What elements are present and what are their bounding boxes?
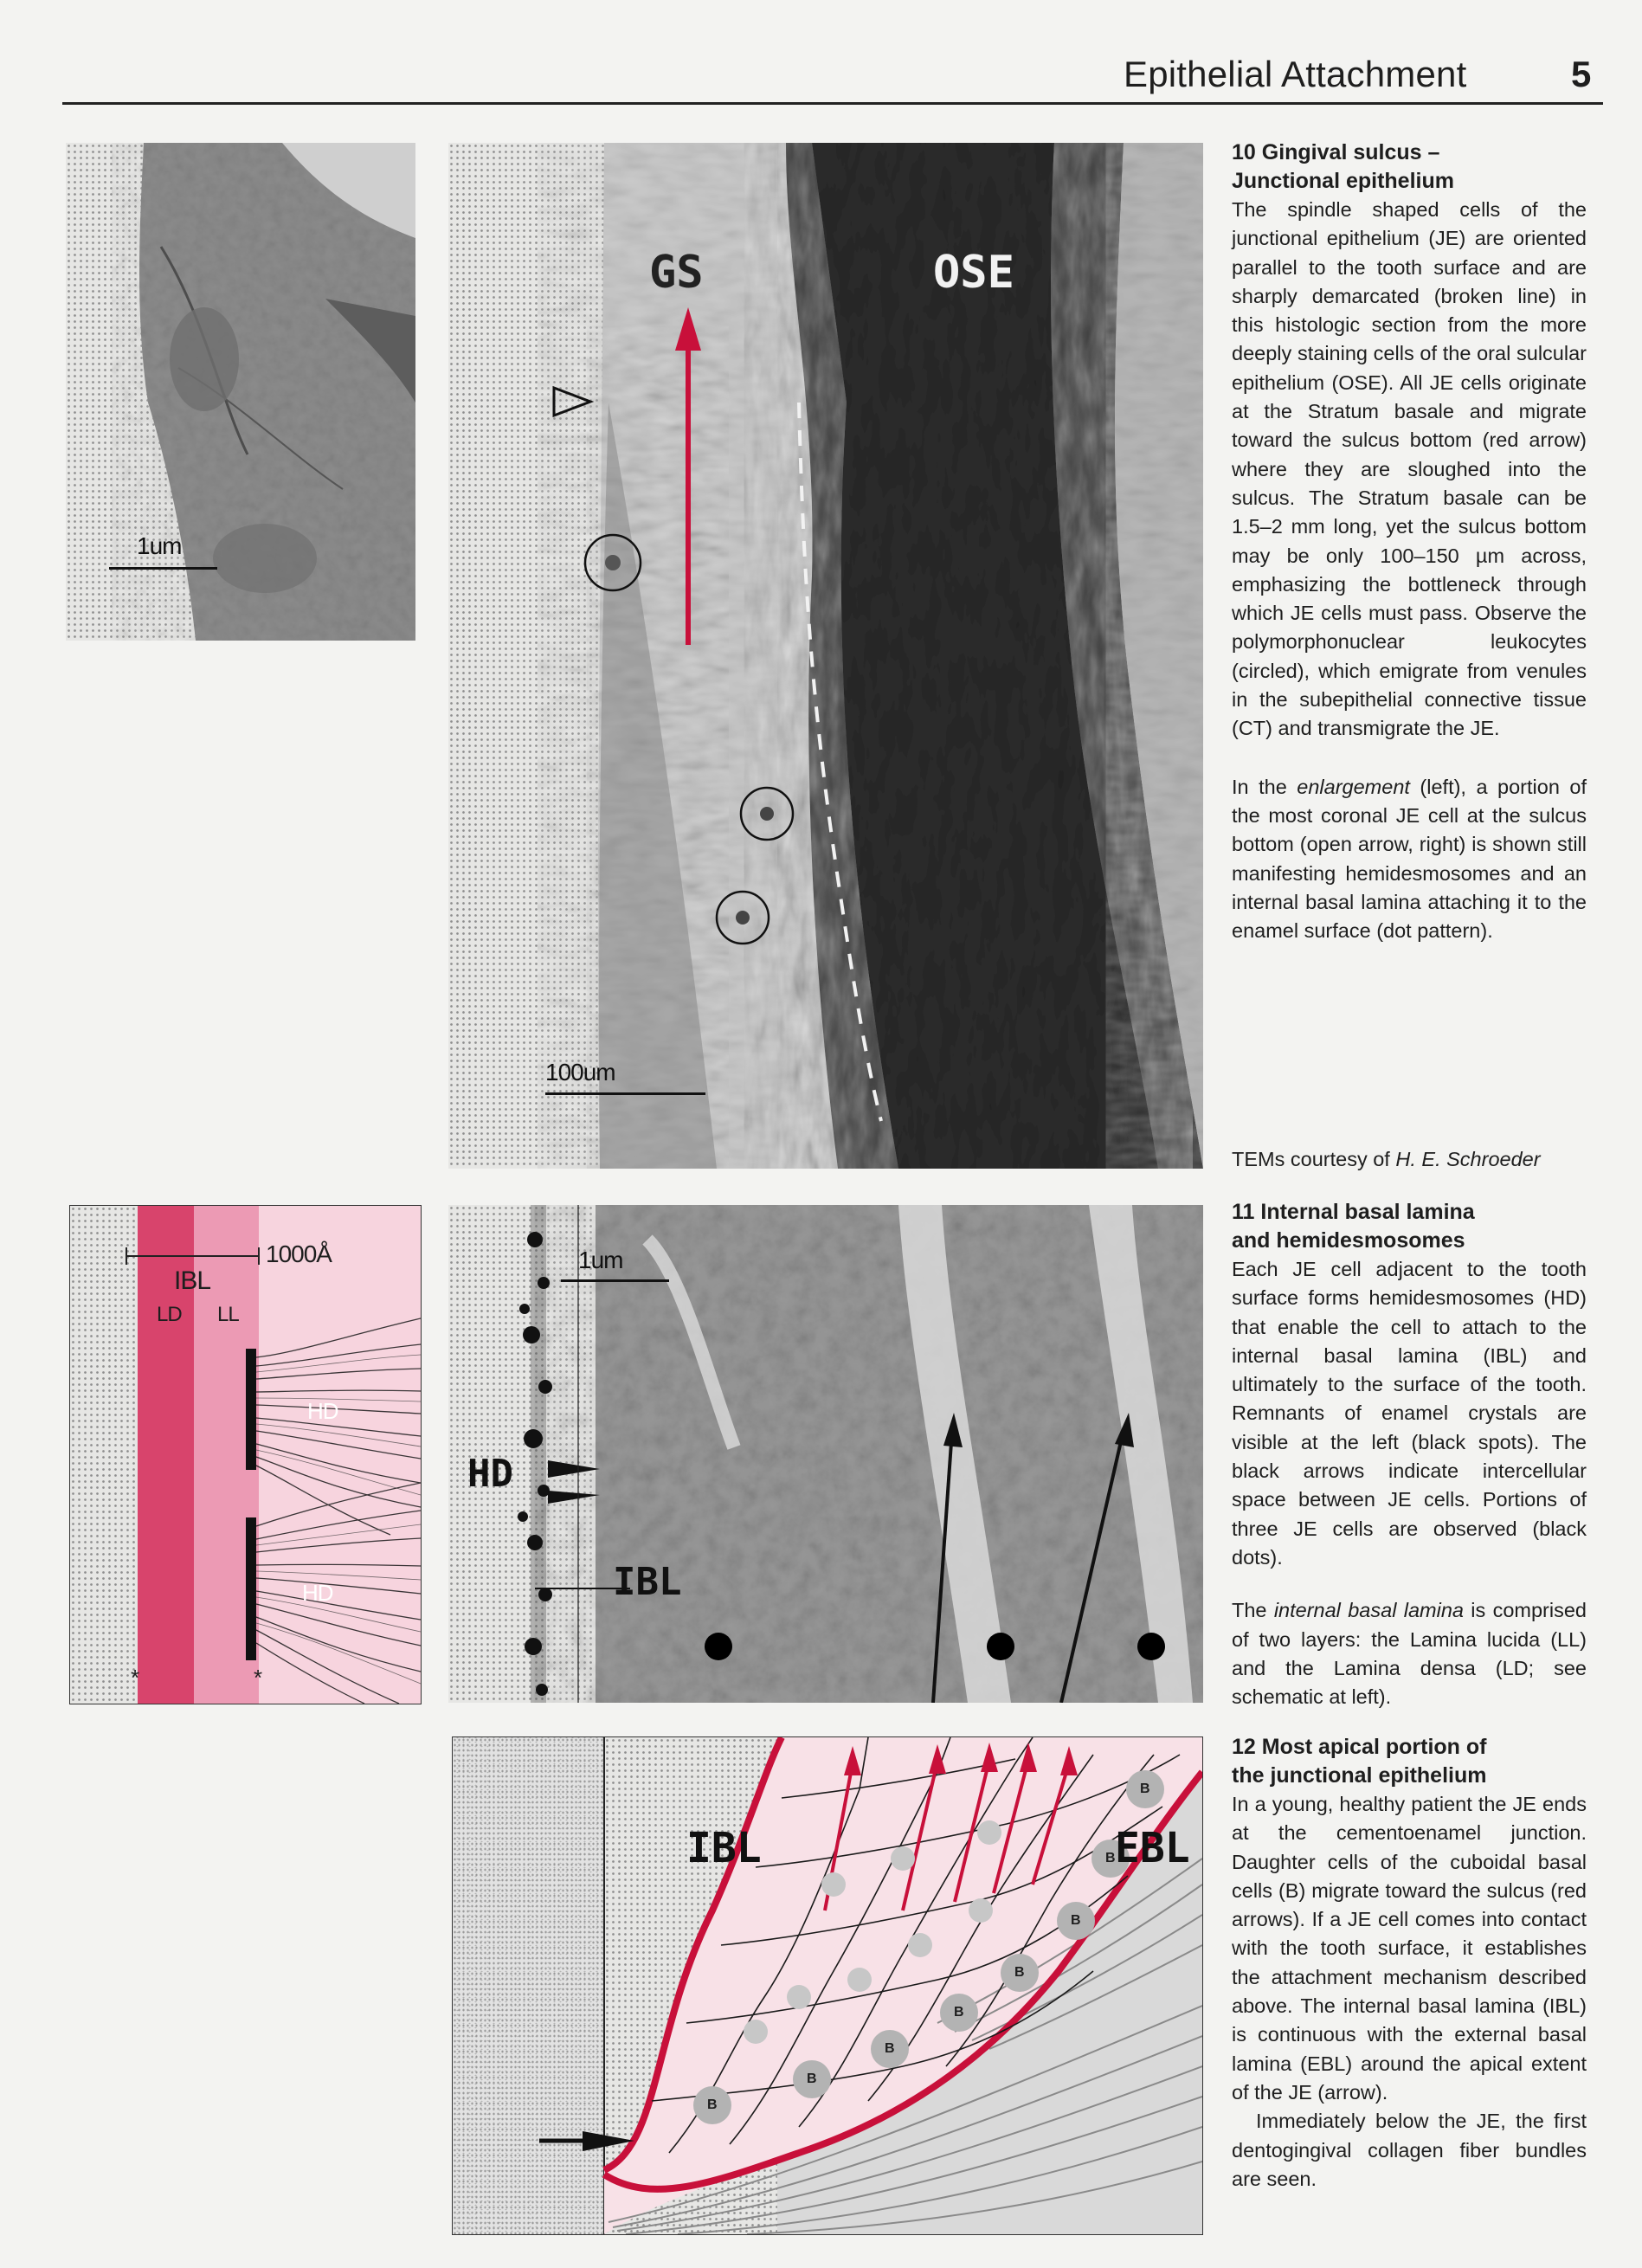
fig10-para2-pre: In the — [1232, 775, 1298, 798]
fig10-heading-line1: 10 Gingival sulcus – — [1232, 140, 1440, 164]
schematic-ll-label: LL — [217, 1303, 239, 1326]
cell-b-label-3: B — [885, 2041, 895, 2056]
fig10-enlargement-scale-label: 1um — [137, 532, 182, 559]
fig10-main-scale-label: 100um — [545, 1059, 615, 1086]
cell-b-label-2: B — [807, 2071, 817, 2086]
page-number: 5 — [1571, 54, 1592, 94]
fig11-schematic-drawing — [70, 1206, 421, 1704]
fig10-caption — [1232, 139, 1587, 945]
schematic-asterisk-right: * — [254, 1665, 263, 1691]
cell-b-label-6: B — [1071, 1913, 1081, 1928]
schematic-hd2-label: HD — [302, 1580, 333, 1606]
fig11-para2-pre: The — [1232, 1599, 1274, 1622]
schematic-asterisk-left: * — [131, 1665, 140, 1691]
schematic-ibl-label: IBL — [174, 1266, 211, 1295]
fig11-heading-line1: 11 Internal basal lamina — [1232, 1200, 1475, 1224]
fig10-main-tissue — [448, 143, 1203, 1169]
open-arrow-icon — [551, 384, 594, 419]
fig10-para2-post: (left), a portion of the most coronal JE cell at the sulcus bottom (open arrow, right) is shown still manifesting hemidesmosomes and an internal basal lamina attaching it to the enamel surface (dot pattern). — [1232, 775, 1587, 943]
fig10-credit — [1232, 1145, 1595, 1174]
fig10-main-micrograph — [448, 143, 1203, 1169]
fig11-em-micrograph — [448, 1205, 1203, 1703]
fig12-paragraph-2: Immediately below the JE, the first dentogingival collagen fiber bundles are seen. — [1232, 2110, 1587, 2190]
fig11-label-hd: HD — [467, 1452, 513, 1496]
cell-b-label-1: B — [707, 2097, 718, 2112]
cell-b-label-5: B — [1014, 1965, 1025, 1980]
fig11-label-ibl: IBL — [613, 1560, 682, 1604]
fig12-heading-line2: the junctional epithelium — [1232, 1763, 1487, 1788]
fig11-para2-post: is comprised of two layers: the Lamina lucida (LL) and the Lamina densa (LD; see schematic at left). — [1232, 1599, 1587, 1709]
fig11-heading-line2: and hemidesmosomes — [1232, 1228, 1465, 1253]
fig10-para2-emphasis: enlargement — [1297, 775, 1410, 798]
running-header-title: Epithelial Attachment — [1124, 54, 1467, 94]
fig12-diagram — [452, 1736, 1203, 2235]
cell-b-label-8: B — [1140, 1782, 1150, 1796]
schematic-hd1-label: HD — [307, 1398, 338, 1424]
fig10-credit-pre: TEMs courtesy of — [1232, 1148, 1396, 1170]
fig12-drawing — [453, 1737, 1202, 2234]
fig10-enlargement-micrograph — [66, 143, 415, 641]
fig10-enlargement-tissue — [66, 143, 415, 641]
fig12-label-ebl: EBL — [1115, 1824, 1190, 1872]
fig12-heading-line1: 12 Most apical portion of — [1232, 1735, 1487, 1759]
fig11-em-scale-label: 1um — [578, 1247, 623, 1273]
fig12-paragraph-1: In a young, healthy patient the JE ends at the cementoenamel junction. Daughter cells of the cuboidal basal cells (B) migrate toward the sulcus (red arrows). If a JE cell comes into contact with the tooth surface, it establishes the attachment mechanism described above. The internal basal lamina (IBL) is continuous with the external basal lamina (EBL) around the apical extent of the JE (arrow). — [1232, 1793, 1587, 2104]
fig11-em-scale-bar — [561, 1279, 669, 1282]
fig12-caption — [1232, 1733, 1587, 2194]
cell-b-label-4: B — [954, 2005, 964, 2020]
header-rule — [62, 102, 1603, 105]
fig10-paragraph-1: The spindle shaped cells of the junctional epithelium (JE) are oriented parallel to the tooth surface and are sharply demarcated (broken line) in this histologic section from the more deeply staining cells of the oral sulcular epithelium (OSE). All JE cells originate at the Stratum basale and migrate toward the sulcus bottom (red arrow) where they are sloughed into the sulcus. The Stratum basale can be 1.5–2 mm long, yet the sulcus bottom may be only 100–150 µm across, emphasizing the bottleneck through which JE cells must pass. Observe the polymorphonuclear leukocytes (circled), which emigrate from venules in the subepithelial connective tissue (CT) and transmigrate the JE. — [1232, 198, 1587, 740]
fig10-paragraph-2 — [1232, 773, 1587, 946]
cell-b-label-7: B — [1105, 1851, 1116, 1865]
fig10-enlargement-scale-bar — [109, 567, 217, 570]
fig10-credit-name: H. E. Schroeder — [1395, 1148, 1541, 1170]
fig11-schematic — [69, 1205, 422, 1704]
fig10-main-scale-bar — [545, 1092, 705, 1095]
fig11-paragraph-2 — [1232, 1596, 1587, 1711]
fig10-label-gs: GS — [649, 247, 704, 299]
fig11-caption — [1232, 1198, 1587, 1711]
schematic-ld-label: LD — [157, 1303, 182, 1326]
schematic-scale-label: 1000Å — [266, 1240, 332, 1267]
fig11-para2-emphasis: internal basal lamina — [1273, 1599, 1464, 1622]
fig10-heading-line2: Junctional epithelium — [1232, 169, 1454, 193]
fig10-label-ose: OSE — [933, 247, 1014, 299]
fig12-label-ibl: IBL — [686, 1824, 762, 1872]
fig11-paragraph-1: Each JE cell adjacent to the tooth surface forms hemidesmosomes (HD) that enable the cell to attach to the internal basal lamina (IBL) and ultimately to the surface of the tooth. Remnants of enamel crystals are visible at the left (black spots). The black arrows indicate intercellular space between JE cells. Portions of three JE cells are observed (black dots). — [1232, 1258, 1587, 1569]
